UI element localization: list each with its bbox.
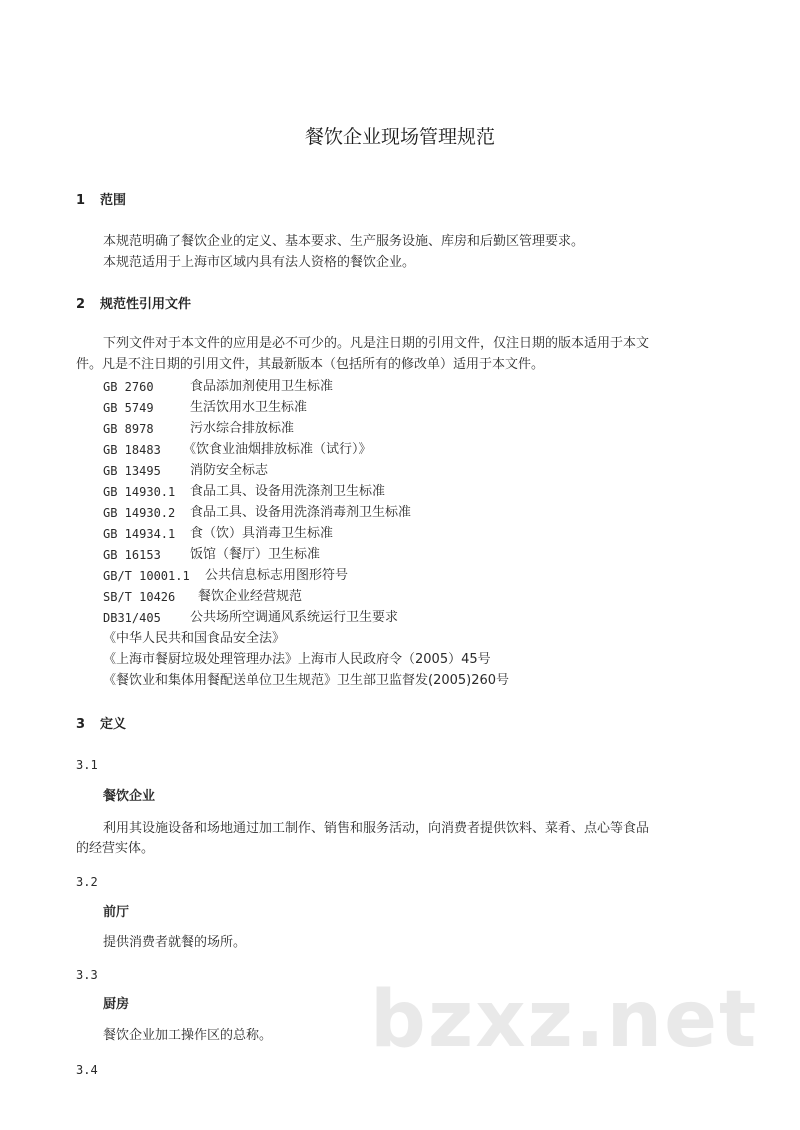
reference-name: 生活饮用水卫生标准 <box>190 400 308 415</box>
clause-number: 3.1 <box>76 758 98 772</box>
reference-name: 《饮食业油烟排放标准（试行）》 <box>183 442 372 457</box>
section-2-number: 2 <box>76 297 86 312</box>
reference-name: 食品工具、设备用洗涤剂卫生标准 <box>190 484 386 499</box>
reference-code: GB 8978 <box>103 422 154 436</box>
reference-name: 饭馆（餐厅）卫生标准 <box>190 547 321 562</box>
term-definition: 餐饮企业加工操作区的总称。 <box>103 1028 273 1043</box>
reference-code: SB/T 10426 <box>103 590 176 604</box>
watermark: bzxz.net <box>370 975 759 1065</box>
clause-number: 3.2 <box>76 875 98 889</box>
section-2-heading: 规范性引用文件 <box>100 297 192 312</box>
law-reference: 《中华人民共和国食品安全法》 <box>103 631 286 646</box>
reference-name: 食品工具、设备用洗涤消毒剂卫生标准 <box>190 505 412 520</box>
clause-number: 3.3 <box>76 968 98 982</box>
reference-code: GB 16153 <box>103 548 161 562</box>
law-reference: 《餐饮业和集体用餐配送单位卫生规范》卫生部卫监督发(2005)260号 <box>103 673 510 688</box>
reference-name: 消防安全标志 <box>190 463 269 478</box>
section-3-heading: 定义 <box>100 717 127 732</box>
section-2-intro-line-2: 件。凡是不注日期的引用文件，其最新版本（包括所有的修改单）适用于本文件。 <box>76 357 545 372</box>
reference-code: GB 14934.1 <box>103 527 176 541</box>
reference-code: GB 5749 <box>103 401 154 415</box>
reference-name: 公共场所空调通风系统运行卫生要求 <box>190 610 399 625</box>
reference-name: 食（饮）具消毒卫生标准 <box>190 526 334 541</box>
section-1-paragraph-2: 本规范适用于上海市区域内具有法人资格的餐饮企业。 <box>103 255 416 270</box>
reference-name: 餐饮企业经营规范 <box>198 589 303 604</box>
term-definition: 提供消费者就餐的场所。 <box>103 935 247 950</box>
reference-name: 公共信息标志用图形符号 <box>205 568 349 583</box>
reference-code: GB 18483 <box>103 443 161 457</box>
reference-code: GB 2760 <box>103 380 154 394</box>
reference-code: GB/T 10001.1 <box>103 569 190 583</box>
reference-code: GB 13495 <box>103 464 161 478</box>
reference-name: 食品添加剂使用卫生标准 <box>190 379 334 394</box>
section-2-intro-line-1: 下列文件对于本文件的应用是必不可少的。凡是注日期的引用文件，仅注日期的版本适用于本文 <box>103 336 650 351</box>
term-definition: 利用其设施设备和场地通过加工制作、销售和服务活动，向消费者提供饮料、菜肴、点心等食品 <box>103 821 650 836</box>
reference-code: GB 14930.1 <box>103 485 176 499</box>
term-heading: 厨房 <box>103 997 130 1012</box>
reference-code: DB31/405 <box>103 611 161 625</box>
clause-number: 3.4 <box>76 1063 98 1077</box>
reference-name: 污水综合排放标准 <box>190 421 295 436</box>
term-definition-continued: 的经营实体。 <box>76 841 155 856</box>
section-1-heading: 范围 <box>100 193 127 208</box>
document-title: 餐饮企业现场管理规范 <box>304 126 495 148</box>
section-1-paragraph-1: 本规范明确了餐饮企业的定义、基本要求、生产服务设施、库房和后勤区管理要求。 <box>103 234 585 249</box>
term-heading: 餐饮企业 <box>103 789 156 804</box>
law-reference: 《上海市餐厨垃圾处理管理办法》上海市人民政府令（2005）45号 <box>103 652 491 667</box>
section-3-number: 3 <box>76 717 86 732</box>
term-heading: 前厅 <box>103 905 130 920</box>
reference-code: GB 14930.2 <box>103 506 176 520</box>
section-1-number: 1 <box>76 193 86 208</box>
